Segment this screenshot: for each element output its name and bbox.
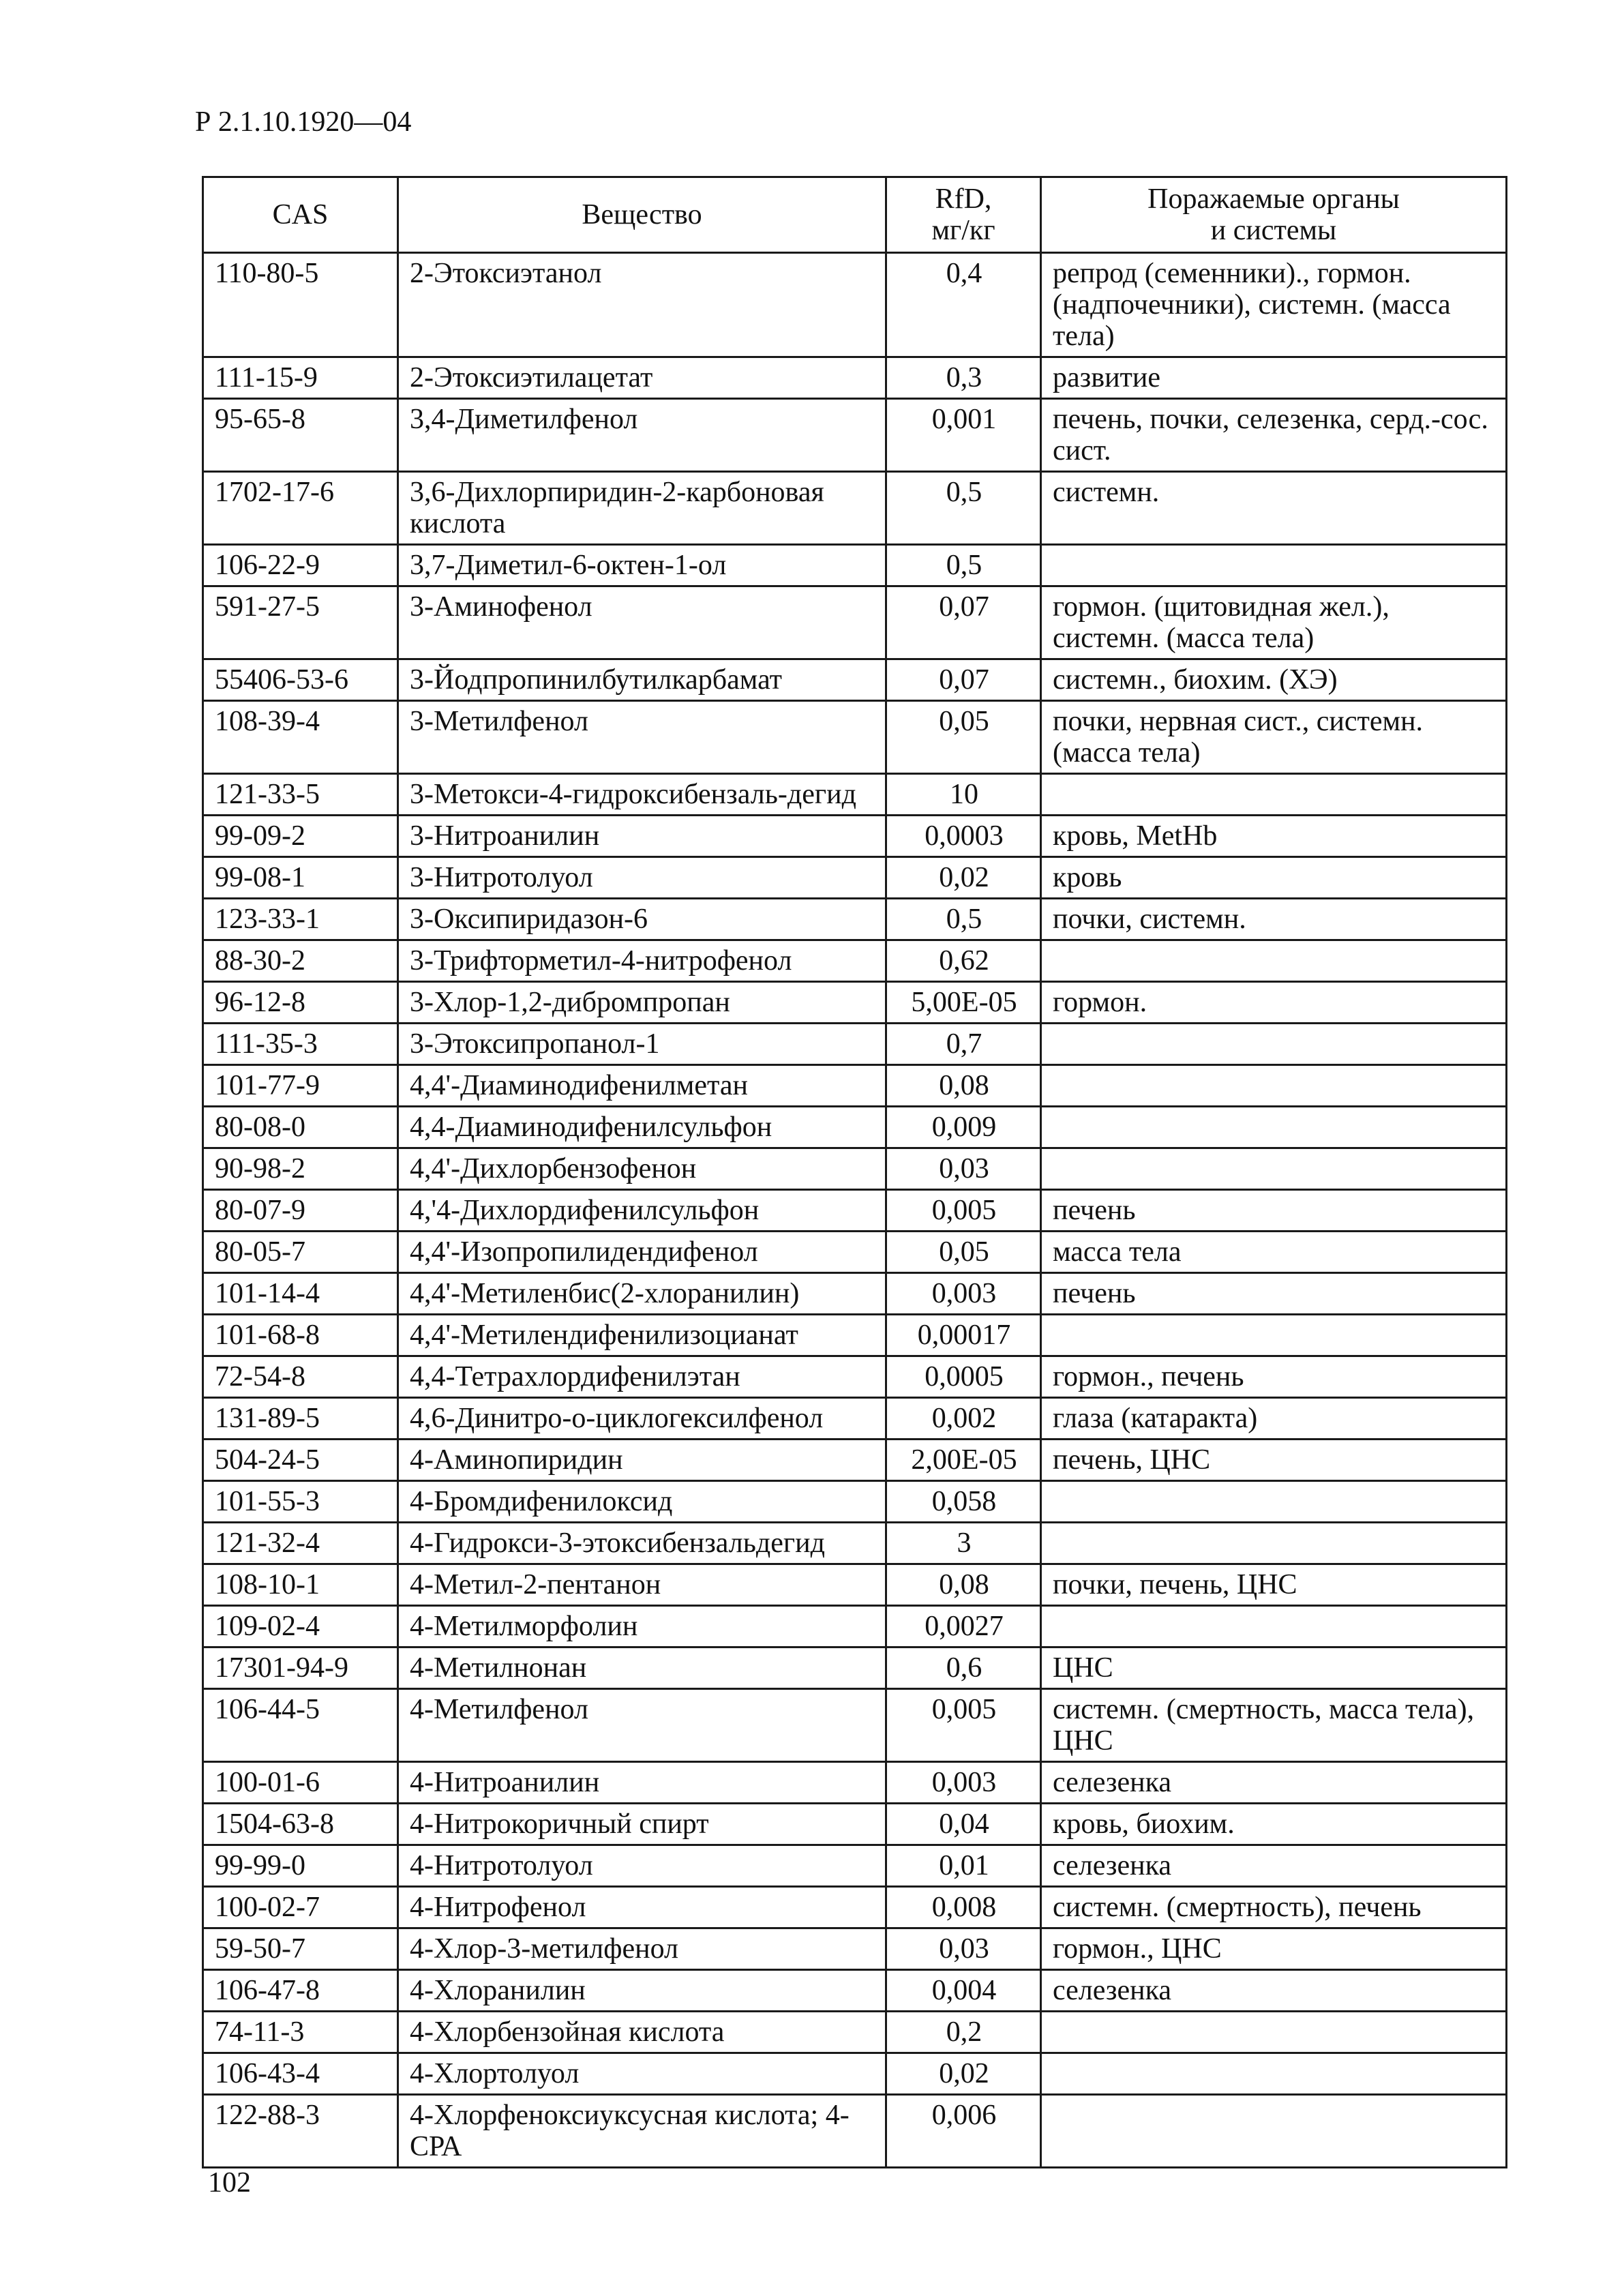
- table-row: [203, 1232, 1507, 1273]
- rfd-cell: 0,005: [886, 1689, 1041, 1762]
- organs-cell: печень, почки, селезенка, серд.-сос. сист.: [1041, 399, 1507, 472]
- cas-cell: 108-39-4: [203, 701, 398, 774]
- table-row: [203, 357, 1507, 399]
- cas-cell: 106-44-5: [203, 1689, 398, 1762]
- table-body: [203, 253, 1507, 2168]
- rfd-cell: 0,00017: [886, 1315, 1041, 1356]
- table-row: [203, 857, 1507, 899]
- rfd-cell: 0,003: [886, 1273, 1041, 1315]
- organs-cell: [1041, 545, 1507, 586]
- organs-cell: печень: [1041, 1273, 1507, 1315]
- cas-cell: 101-77-9: [203, 1065, 398, 1107]
- rfd-cell: 0,0003: [886, 816, 1041, 857]
- substance-cell: 4-Бромдифенилоксид: [398, 1481, 886, 1523]
- table-row: [203, 1804, 1507, 1845]
- cas-cell: 95-65-8: [203, 399, 398, 472]
- table-row: [203, 472, 1507, 545]
- substance-cell: 3-Трифторметил-4-нитрофенол: [398, 940, 886, 982]
- table-row: [203, 659, 1507, 701]
- cas-cell: 101-55-3: [203, 1481, 398, 1523]
- rfd-cell: 0,08: [886, 1564, 1041, 1606]
- cas-cell: 122-88-3: [203, 2095, 398, 2168]
- organs-cell: [1041, 1024, 1507, 1065]
- substance-cell: 4,4'-Метилендифенилизоцианат: [398, 1315, 886, 1356]
- cas-cell: 99-09-2: [203, 816, 398, 857]
- table-row: [203, 1273, 1507, 1315]
- table-row: [203, 2095, 1507, 2168]
- table-row: [203, 1970, 1507, 2012]
- table-row: [203, 253, 1507, 357]
- rfd-cell: 0,62: [886, 940, 1041, 982]
- table-row: [203, 1648, 1507, 1689]
- rfd-cell: 0,08: [886, 1065, 1041, 1107]
- organs-cell: ЦНС: [1041, 1648, 1507, 1689]
- cas-cell: 101-68-8: [203, 1315, 398, 1356]
- cas-cell: 106-22-9: [203, 545, 398, 586]
- header-organs-line1: Поражаемые органы: [1147, 183, 1400, 215]
- cas-cell: 59-50-7: [203, 1928, 398, 1970]
- rfd-cell: 0,3: [886, 357, 1041, 399]
- cas-cell: 80-07-9: [203, 1190, 398, 1232]
- organs-cell: кровь: [1041, 857, 1507, 899]
- substance-cell: 4,4'-Диаминодифенилметан: [398, 1065, 886, 1107]
- header-substance: Вещество: [398, 177, 886, 253]
- rfd-cell: 0,005: [886, 1190, 1041, 1232]
- substance-cell: 4,'4-Дихлордифенилсульфон: [398, 1190, 886, 1232]
- organs-cell: почки, системн.: [1041, 899, 1507, 940]
- cas-cell: 121-33-5: [203, 774, 398, 816]
- substance-cell: 4,4-Тетрахлордифенилэтан: [398, 1356, 886, 1398]
- rfd-cell: 0,008: [886, 1887, 1041, 1928]
- organs-cell: печень, ЦНС: [1041, 1440, 1507, 1481]
- organs-cell: [1041, 1606, 1507, 1648]
- cas-cell: 106-43-4: [203, 2053, 398, 2095]
- organs-cell: кровь, MetHb: [1041, 816, 1507, 857]
- rfd-cell: 0,2: [886, 2012, 1041, 2053]
- table-row: [203, 701, 1507, 774]
- substance-cell: 3-Метокси-4-гидроксибензаль-дегид: [398, 774, 886, 816]
- substance-cell: 4-Хлорбензойная кислота: [398, 2012, 886, 2053]
- organs-cell: развитие: [1041, 357, 1507, 399]
- substance-cell: 3-Оксипиридазон-6: [398, 899, 886, 940]
- substance-cell: 4-Метилнонан: [398, 1648, 886, 1689]
- rfd-cell: 2,00E-05: [886, 1440, 1041, 1481]
- substance-cell: 3-Хлор-1,2-дибромпропан: [398, 982, 886, 1024]
- cas-cell: 74-11-3: [203, 2012, 398, 2053]
- table-row: [203, 1689, 1507, 1762]
- organs-cell: [1041, 1065, 1507, 1107]
- table-row: [203, 1440, 1507, 1481]
- table-row: [203, 2012, 1507, 2053]
- substance-cell: 4-Нитрокоричный спирт: [398, 1804, 886, 1845]
- cas-cell: 80-05-7: [203, 1232, 398, 1273]
- rfd-cell: 0,6: [886, 1648, 1041, 1689]
- rfd-cell: 0,006: [886, 2095, 1041, 2168]
- substance-cell: 4,4'-Дихлорбензофенон: [398, 1148, 886, 1190]
- substance-cell: 2-Этоксиэтилацетат: [398, 357, 886, 399]
- rfd-cell: 0,05: [886, 1232, 1041, 1273]
- substance-cell: 3-Нитроанилин: [398, 816, 886, 857]
- organs-cell: системн.: [1041, 472, 1507, 545]
- header-rfd-line1: RfD,: [935, 183, 992, 215]
- table-row: [203, 1845, 1507, 1887]
- substance-cell: 4-Нитроанилин: [398, 1762, 886, 1804]
- rfd-cell: 0,5: [886, 899, 1041, 940]
- organs-cell: селезенка: [1041, 1970, 1507, 2012]
- organs-cell: почки, печень, ЦНС: [1041, 1564, 1507, 1606]
- rfd-cell: 0,03: [886, 1148, 1041, 1190]
- rfd-cell: 0,01: [886, 1845, 1041, 1887]
- substance-cell: 3-Нитротолуол: [398, 857, 886, 899]
- cas-cell: 80-08-0: [203, 1107, 398, 1148]
- cas-cell: 96-12-8: [203, 982, 398, 1024]
- substance-cell: 4-Хлоранилин: [398, 1970, 886, 2012]
- substance-cell: 4-Хлортолуол: [398, 2053, 886, 2095]
- organs-cell: гормон. (щитовидная жел.), системн. (масса тела): [1041, 586, 1507, 659]
- organs-cell: системн. (смертность, масса тела), ЦНС: [1041, 1689, 1507, 1762]
- rfd-cell: 0,03: [886, 1928, 1041, 1970]
- organs-cell: гормон., печень: [1041, 1356, 1507, 1398]
- organs-cell: кровь, биохим.: [1041, 1804, 1507, 1845]
- substance-cell: 4,4-Диаминодифенилсульфон: [398, 1107, 886, 1148]
- organs-cell: системн., биохим. (ХЭ): [1041, 659, 1507, 701]
- header-rfd-line2: мг/кг: [931, 215, 995, 246]
- cas-cell: 110-80-5: [203, 253, 398, 357]
- header-organs-line2: и системы: [1210, 215, 1337, 246]
- cas-cell: 106-47-8: [203, 1970, 398, 2012]
- organs-cell: селезенка: [1041, 1845, 1507, 1887]
- rfd-cell: 0,02: [886, 2053, 1041, 2095]
- rfd-cell: 5,00E-05: [886, 982, 1041, 1024]
- rfd-cell: 0,058: [886, 1481, 1041, 1523]
- rfd-cell: 0,02: [886, 857, 1041, 899]
- table-row: [203, 982, 1507, 1024]
- organs-cell: [1041, 1523, 1507, 1564]
- cas-cell: 504-24-5: [203, 1440, 398, 1481]
- organs-cell: системн. (смертность), печень: [1041, 1887, 1507, 1928]
- table-row: [203, 1356, 1507, 1398]
- organs-cell: [1041, 940, 1507, 982]
- cas-cell: 88-30-2: [203, 940, 398, 982]
- cas-cell: 101-14-4: [203, 1273, 398, 1315]
- substance-cell: 4-Нитротолуол: [398, 1845, 886, 1887]
- organs-cell: печень: [1041, 1190, 1507, 1232]
- cas-cell: 131-89-5: [203, 1398, 398, 1440]
- cas-cell: 1702-17-6: [203, 472, 398, 545]
- substance-cell: 4-Хлор-3-метилфенол: [398, 1928, 886, 1970]
- rfd-cell: 3: [886, 1523, 1041, 1564]
- table-row: [203, 1024, 1507, 1065]
- organs-cell: [1041, 2053, 1507, 2095]
- substance-cell: 4-Метилморфолин: [398, 1606, 886, 1648]
- organs-cell: гормон., ЦНС: [1041, 1928, 1507, 1970]
- table-row: [203, 1148, 1507, 1190]
- table-row: [203, 1398, 1507, 1440]
- cas-cell: 121-32-4: [203, 1523, 398, 1564]
- cas-cell: 55406-53-6: [203, 659, 398, 701]
- rfd-cell: 0,002: [886, 1398, 1041, 1440]
- rfd-cell: 0,0027: [886, 1606, 1041, 1648]
- table-row: [203, 1606, 1507, 1648]
- rfd-cell: 0,003: [886, 1762, 1041, 1804]
- document-code: Р 2.1.10.1920—04: [195, 106, 412, 138]
- organs-cell: [1041, 774, 1507, 816]
- substance-cell: 4-Метил-2-пентанон: [398, 1564, 886, 1606]
- header-rfd: [886, 177, 1041, 253]
- substance-cell: 4,4'-Метиленбис(2-хлоранилин): [398, 1273, 886, 1315]
- rfd-cell: 0,05: [886, 701, 1041, 774]
- table-row: [203, 2053, 1507, 2095]
- rfd-cell: 0,7: [886, 1024, 1041, 1065]
- rfd-table: [202, 176, 1507, 2168]
- cas-cell: 100-02-7: [203, 1887, 398, 1928]
- cas-cell: 111-15-9: [203, 357, 398, 399]
- table-row: [203, 1762, 1507, 1804]
- substance-cell: 3,7-Диметил-6-октен-1-ол: [398, 545, 886, 586]
- table-row: [203, 545, 1507, 586]
- organs-cell: [1041, 1315, 1507, 1356]
- organs-cell: [1041, 1481, 1507, 1523]
- rfd-cell: 10: [886, 774, 1041, 816]
- rfd-cell: 0,5: [886, 545, 1041, 586]
- substance-cell: 2-Этоксиэтанол: [398, 253, 886, 357]
- organs-cell: селезенка: [1041, 1762, 1507, 1804]
- cas-cell: 1504-63-8: [203, 1804, 398, 1845]
- rfd-cell: 0,0005: [886, 1356, 1041, 1398]
- substance-cell: 4,4'-Изопропилидендифенол: [398, 1232, 886, 1273]
- organs-cell: масса тела: [1041, 1232, 1507, 1273]
- header-cas: CAS: [203, 177, 398, 253]
- table-row: [203, 774, 1507, 816]
- substance-cell: 4-Аминопиридин: [398, 1440, 886, 1481]
- table-row: [203, 940, 1507, 982]
- rfd-cell: 0,07: [886, 659, 1041, 701]
- rfd-cell: 0,04: [886, 1804, 1041, 1845]
- rfd-cell: 0,07: [886, 586, 1041, 659]
- cas-cell: 108-10-1: [203, 1564, 398, 1606]
- cas-cell: 591-27-5: [203, 586, 398, 659]
- cas-cell: 72-54-8: [203, 1356, 398, 1398]
- cas-cell: 90-98-2: [203, 1148, 398, 1190]
- rfd-cell: 0,009: [886, 1107, 1041, 1148]
- rfd-cell: 0,4: [886, 253, 1041, 357]
- substance-cell: 3,6-Дихлорпиридин-2-карбоновая кислота: [398, 472, 886, 545]
- table-row: [203, 1107, 1507, 1148]
- organs-cell: [1041, 2012, 1507, 2053]
- table-row: [203, 1564, 1507, 1606]
- organs-cell: гормон.: [1041, 982, 1507, 1024]
- rfd-cell: 0,004: [886, 1970, 1041, 2012]
- organs-cell: [1041, 2095, 1507, 2168]
- table-row: [203, 1065, 1507, 1107]
- table-header-row: [203, 177, 1507, 253]
- substance-cell: 4,6-Динитро-о-циклогексилфенол: [398, 1398, 886, 1440]
- substance-cell: 4-Гидрокси-3-этоксибензальдегид: [398, 1523, 886, 1564]
- table-row: [203, 899, 1507, 940]
- table-row: [203, 816, 1507, 857]
- substance-cell: 3-Аминофенол: [398, 586, 886, 659]
- cas-cell: 17301-94-9: [203, 1648, 398, 1689]
- organs-cell: репрод (семенники)., гормон. (надпочечники), системн. (масса тела): [1041, 253, 1507, 357]
- cas-cell: 99-99-0: [203, 1845, 398, 1887]
- table-row: [203, 399, 1507, 472]
- organs-cell: [1041, 1148, 1507, 1190]
- substance-cell: 4-Хлорфеноксиуксусная кислота; 4-СРА: [398, 2095, 886, 2168]
- cas-cell: 100-01-6: [203, 1762, 398, 1804]
- substance-cell: 3-Этоксипропанол-1: [398, 1024, 886, 1065]
- organs-cell: глаза (катаракта): [1041, 1398, 1507, 1440]
- substance-cell: 3-Йодпропинилбутилкарбамат: [398, 659, 886, 701]
- rfd-cell: 0,001: [886, 399, 1041, 472]
- rfd-cell: 0,5: [886, 472, 1041, 545]
- page-number: 102: [208, 2167, 251, 2198]
- organs-cell: почки, нервная сист., системн. (масса тела): [1041, 701, 1507, 774]
- table-row: [203, 1523, 1507, 1564]
- cas-cell: 111-35-3: [203, 1024, 398, 1065]
- table-row: [203, 1315, 1507, 1356]
- table-row: [203, 1887, 1507, 1928]
- substance-cell: 3,4-Диметилфенол: [398, 399, 886, 472]
- header-organs: [1041, 177, 1507, 253]
- cas-cell: 123-33-1: [203, 899, 398, 940]
- cas-cell: 99-08-1: [203, 857, 398, 899]
- table-row: [203, 1481, 1507, 1523]
- cas-cell: 109-02-4: [203, 1606, 398, 1648]
- substance-cell: 4-Метилфенол: [398, 1689, 886, 1762]
- substance-cell: 3-Метилфенол: [398, 701, 886, 774]
- table-row: [203, 1190, 1507, 1232]
- substance-cell: 4-Нитрофенол: [398, 1887, 886, 1928]
- table-row: [203, 586, 1507, 659]
- organs-cell: [1041, 1107, 1507, 1148]
- table-row: [203, 1928, 1507, 1970]
